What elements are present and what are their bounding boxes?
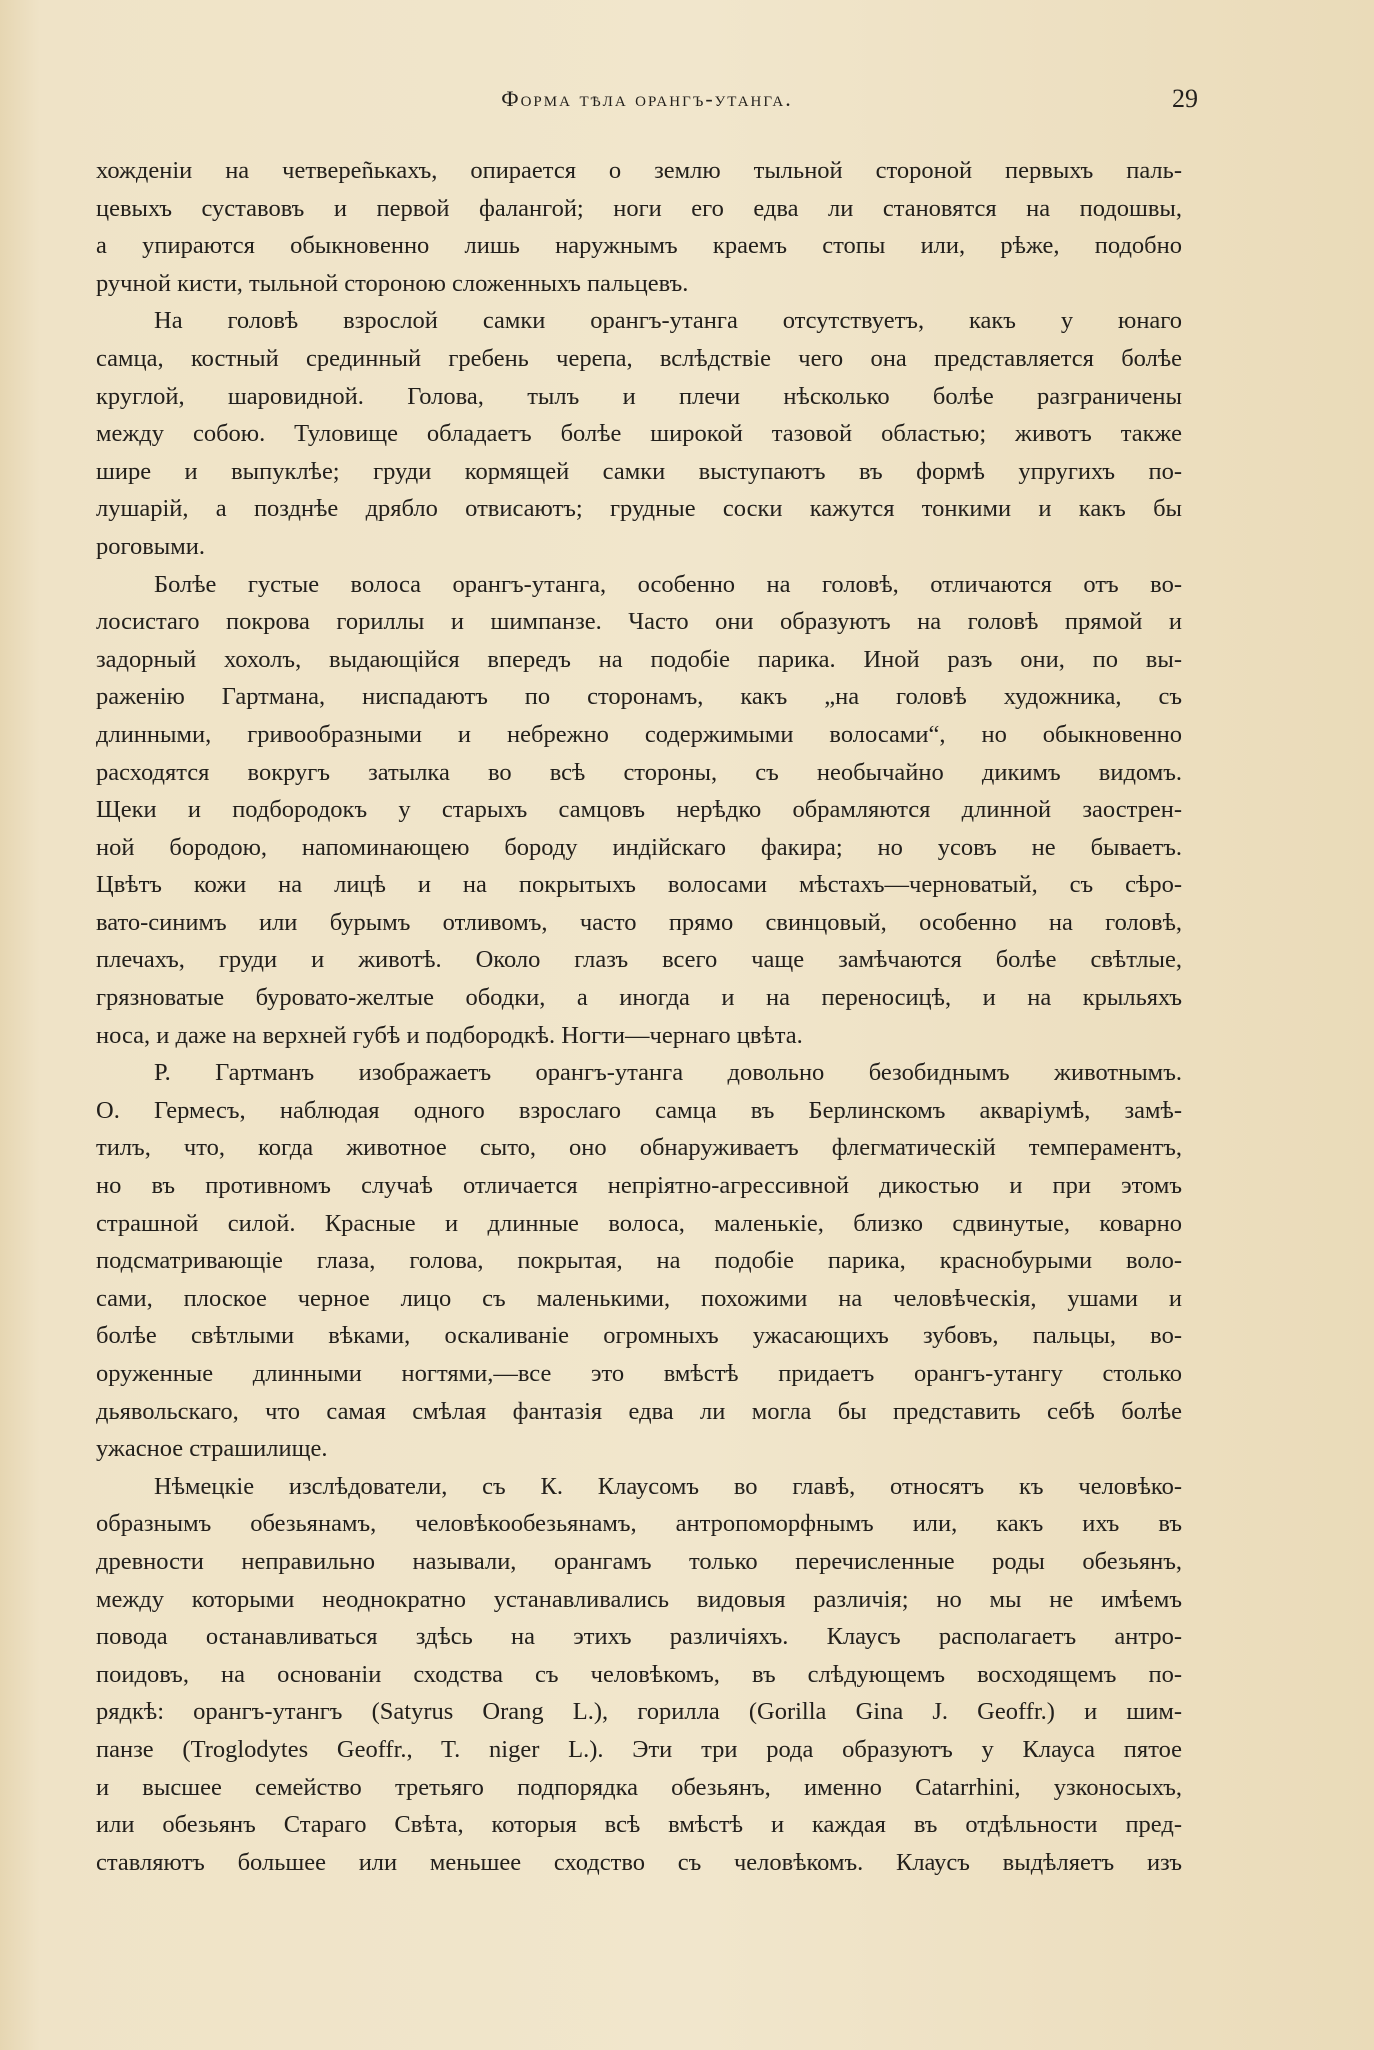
text-line: Болѣе густые волоса орангъ-утанга, особенно на головѣ, отличаются отъ во- <box>154 570 1182 598</box>
text-line: задорный хохолъ, выдающійся впередъ на подобіе парика. Иной разъ они, по вы- <box>96 645 1182 673</box>
text-line: между собою. Туловище обладаетъ болѣе широкой тазовой областью; животъ также <box>96 420 1182 448</box>
text-line: а упираются обыкновенно лишь наружнымъ краемъ стопы или, рѣже, подобно <box>96 232 1182 260</box>
text-line: или обезьянъ Стараго Свѣта, которыя всѣ вмѣстѣ и каждая въ отдѣльности пред- <box>96 1811 1182 1839</box>
text-line: О. Гермесъ, наблюдая одного взрослаго самца въ Берлинскомъ акваріумѣ, замѣ- <box>96 1096 1182 1124</box>
text-line: Р. Гартманъ изображаетъ орангъ-утанга довольно безобиднымъ животнымъ. <box>154 1059 1182 1087</box>
text-line: поидовъ, на основаніи сходства съ человѣкомъ, въ слѣдующемъ восходящемъ по- <box>96 1660 1182 1688</box>
text-line: тилъ, что, когда животное сыто, оно обнаруживаетъ флегматическій темпераментъ, <box>96 1134 1182 1162</box>
text-line: сами, плоское черное лицо съ маленькими, похожими на человѣческія, ушами и <box>96 1284 1182 1312</box>
text-line: Нѣмецкіе изслѣдователи, съ К. Клаусомъ во главѣ, относятъ къ человѣко- <box>154 1472 1182 1500</box>
paragraph <box>96 152 1182 302</box>
text-line: рядкѣ: орангъ-утангъ (Satyrus Orang L.), горилла (Gorilla Gina J. Geoffr.) и шим- <box>96 1698 1182 1726</box>
paragraph <box>96 1468 1182 1882</box>
text-line: грязноватые буровато-желтые ободки, а иногда и на переносицѣ, и на крыльяхъ <box>96 984 1182 1012</box>
text-line: шире и выпуклѣе; груди кормящей самки выступаютъ въ формѣ упругихъ по- <box>96 457 1182 485</box>
page-header <box>96 86 1198 126</box>
text-line: повода останавливаться здѣсь на этихъ различіяхъ. Клаусъ располагаетъ антро- <box>96 1623 1182 1651</box>
text-line: страшной силой. Красные и длинные волоса, маленькіе, близко сдвинутые, коварно <box>96 1209 1182 1237</box>
text-line: древности неправильно называли, орангамъ только перечисленные роды обезьянъ, <box>96 1547 1182 1575</box>
paragraph <box>96 1054 1182 1468</box>
text-line: ной бородою, напоминающею бороду индійскаго факира; но усовъ не бываетъ. <box>96 833 1182 861</box>
text-line: раженію Гартмана, ниспадаютъ по сторонамъ, какъ „на головѣ художника, съ <box>96 683 1182 711</box>
text-line: лосистаго покрова гориллы и шимпанзе. Часто они образуютъ на головѣ прямой и <box>96 608 1182 636</box>
text-line: ужасное страшилище. <box>96 1435 328 1463</box>
text-line: дьявольскаго, что самая смѣлая фантазія едва ли могла бы представить себѣ болѣе <box>96 1397 1182 1425</box>
text-line: и высшее семейство третьяго подпорядка обезьянъ, именно Catarrhini, узконосыхъ, <box>96 1773 1182 1801</box>
text-line: плечахъ, груди и животѣ. Около глазъ всего чаще замѣчаются болѣе свѣтлые, <box>96 946 1182 974</box>
text-line: расходятся вокругъ затылка во всѣ стороны, съ необычайно дикимъ видомъ. <box>96 758 1182 786</box>
text-line: Цвѣтъ кожи на лицѣ и на покрытыхъ волосами мѣстахъ—черноватый, съ сѣро- <box>96 871 1182 899</box>
body-text <box>96 152 1182 1881</box>
paragraph <box>96 302 1182 565</box>
text-line: оруженные длинными ногтями,—все это вмѣстѣ придаетъ орангъ-утангу столько <box>96 1360 1182 1387</box>
text-line: цевыхъ суставовъ и первой фалангой; ноги его едва ли становятся на подошвы, <box>96 194 1182 222</box>
text-line: хожденіи на четвереñькахъ, опирается о землю тыльной стороной первыхъ паль- <box>96 157 1182 184</box>
text-line: образнымъ обезьянамъ, человѣкообезьянамъ, антропоморфнымъ или, какъ ихъ въ <box>96 1510 1182 1538</box>
text-line: ручной кисти, тыльной стороною сложенныхъ пальцевъ. <box>96 269 689 297</box>
text-line: вато-синимъ или бурымъ отливомъ, часто прямо свинцовый, особенно на головѣ, <box>96 908 1182 936</box>
text-line: роговыми. <box>96 532 205 560</box>
text-line: На головѣ взрослой самки орангъ-утанга отсутствуетъ, какъ у юнаго <box>154 307 1182 335</box>
text-line: между которыми неоднократно устанавливались видовыя различія; но мы не имѣемъ <box>96 1585 1182 1613</box>
text-line: болѣе свѣтлыми вѣками, оскаливаніе огромныхъ ужасающихъ зубовъ, пальцы, во- <box>96 1322 1182 1350</box>
text-line: но въ противномъ случаѣ отличается непріятно-агрессивной дикостью и при этомъ <box>96 1172 1182 1200</box>
page-number: 29 <box>1172 84 1198 113</box>
text-line: ставляютъ большее или меньшее сходство съ человѣкомъ. Клаусъ выдѣляетъ изъ <box>96 1848 1182 1876</box>
running-title: Форма тѣла орангъ-утанга. <box>501 86 793 111</box>
text-line: длинными, гривообразными и небрежно содержимыми волосами“, но обыкновенно <box>96 720 1182 748</box>
text-line: самца, костный срединный гребень черепа, вслѣдствіе чего она представляется болѣе <box>96 344 1182 372</box>
text-line: подсматривающіе глаза, голова, покрытая, на подобіе парика, краснобурыми воло- <box>96 1247 1182 1275</box>
text-line: круглой, шаровидной. Голова, тылъ и плечи нѣсколько болѣе разграничены <box>96 382 1182 410</box>
paragraph <box>96 566 1182 1055</box>
text-line: панзе (Troglodytes Geoffr., T. niger L.). Эти три рода образуютъ у Клауса пятое <box>96 1735 1182 1763</box>
text-line: лушарій, а позднѣе дрябло отвисаютъ; грудные соски кажутся тонкими и какъ бы <box>96 495 1182 523</box>
text-line: носа, и даже на верхней губѣ и подбородкѣ. Ногти—чернаго цвѣта. <box>96 1021 803 1049</box>
text-line: Щеки и подбородокъ у старыхъ самцовъ нерѣдко обрамляются длинной заострен- <box>96 796 1182 824</box>
